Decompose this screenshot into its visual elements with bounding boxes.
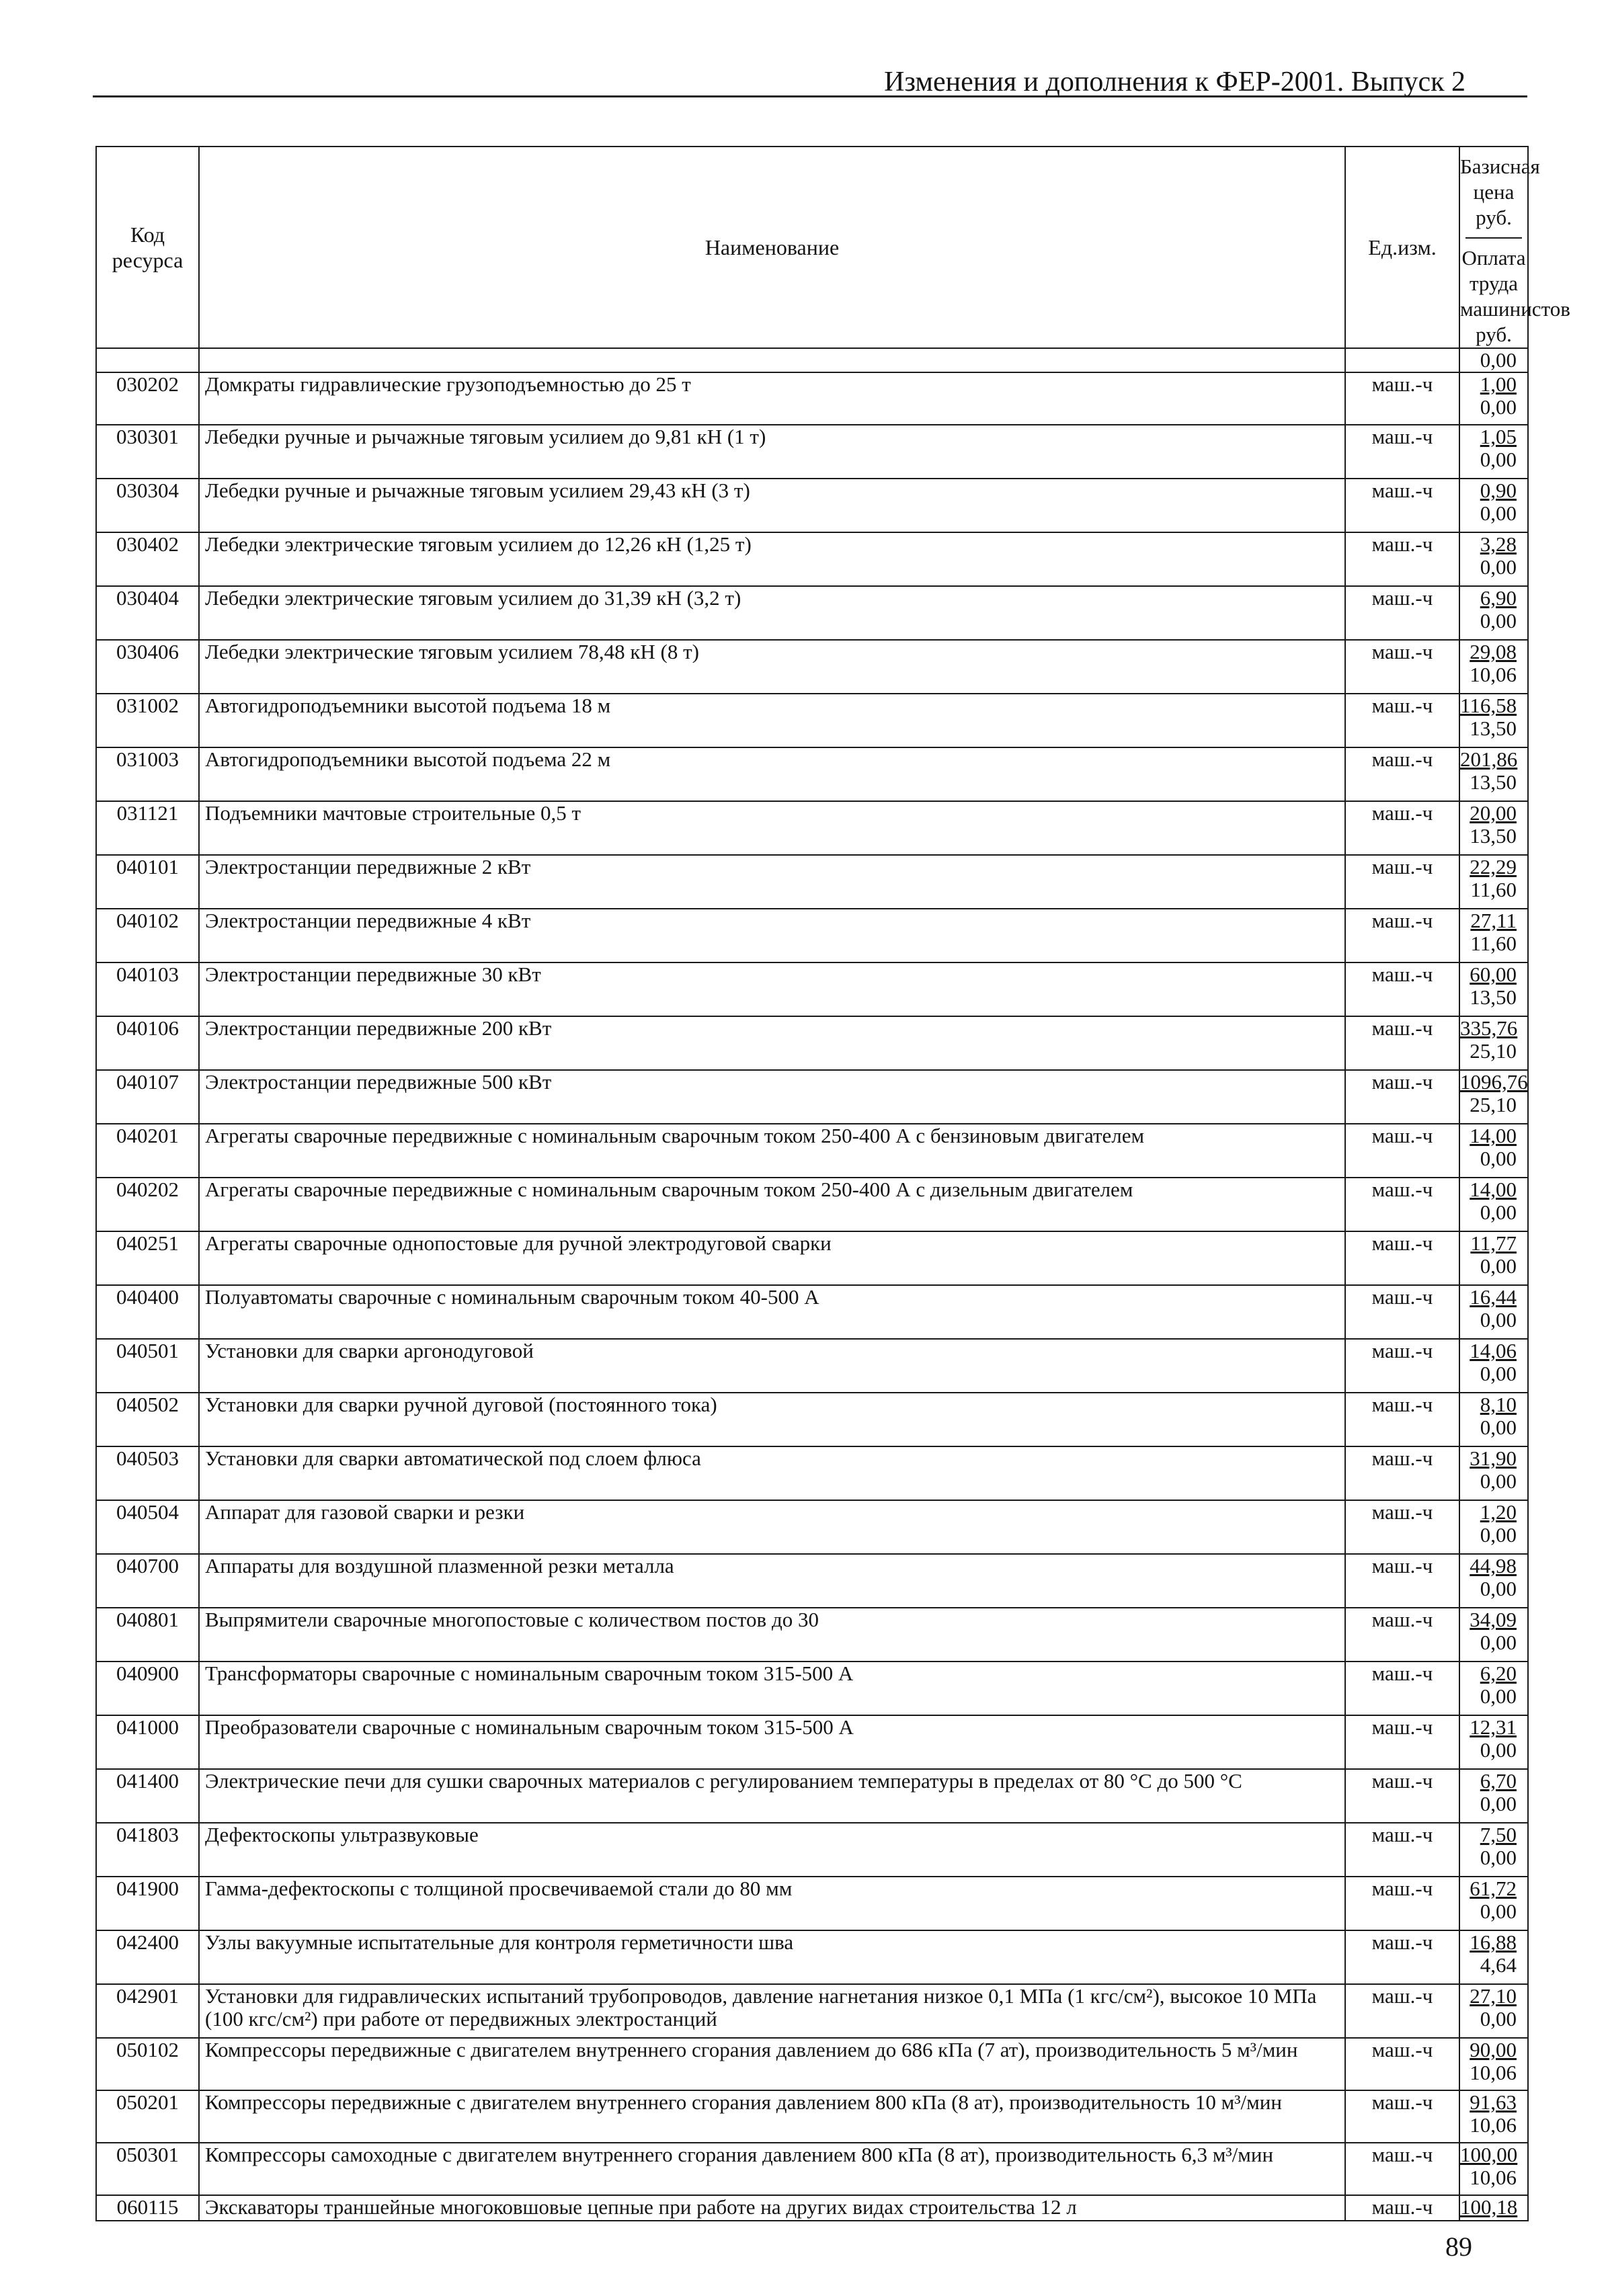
row-unit: маш.-ч bbox=[1345, 1554, 1459, 1608]
row-labor-cost: 0,00 bbox=[1480, 1469, 1517, 1493]
row-unit: маш.-ч bbox=[1345, 2090, 1459, 2143]
table-row bbox=[96, 1500, 1528, 1554]
row-name: Электростанции передвижные 30 кВт bbox=[199, 962, 1345, 1016]
row-code: 050102 bbox=[96, 2038, 199, 2090]
row-code: 041803 bbox=[96, 1823, 199, 1877]
row-labor-cost: 0,00 bbox=[1480, 395, 1517, 419]
row-labor-cost: 0,00 bbox=[1480, 1684, 1517, 1708]
row-labor-cost: 0,00 bbox=[1480, 1254, 1517, 1278]
row-price bbox=[1459, 1500, 1528, 1554]
row-unit: маш.-ч bbox=[1345, 962, 1459, 1016]
row-unit: маш.-ч bbox=[1345, 2038, 1459, 2090]
row-code: 040201 bbox=[96, 1124, 199, 1178]
row-unit: маш.-ч bbox=[1345, 1500, 1459, 1554]
row-name: Подъемники мачтовые строительные 0,5 т bbox=[199, 801, 1345, 855]
row-unit: маш.-ч bbox=[1345, 855, 1459, 909]
row-name: Аппараты для воздушной плазменной резки металла bbox=[199, 1554, 1345, 1608]
row-labor-cost: 0,00 bbox=[1480, 1577, 1517, 1600]
row-price bbox=[1459, 1231, 1528, 1285]
header-rule bbox=[93, 95, 1527, 97]
row-unit: маш.-ч bbox=[1345, 694, 1459, 747]
table-row bbox=[96, 2090, 1528, 2143]
row-price bbox=[1459, 479, 1528, 532]
row-unit: маш.-ч bbox=[1345, 1393, 1459, 1446]
row-code: 040700 bbox=[96, 1554, 199, 1608]
header-name: Наименование bbox=[199, 147, 1345, 348]
row-base-price: 8,10 bbox=[1480, 1393, 1517, 1416]
row-price bbox=[1459, 2195, 1528, 2221]
table-row bbox=[96, 1930, 1528, 1984]
resource-table bbox=[95, 146, 1570, 2221]
table-row bbox=[96, 1285, 1528, 1339]
row-price bbox=[1459, 694, 1528, 747]
row-price bbox=[1459, 1715, 1528, 1769]
table-header-row bbox=[96, 147, 1528, 348]
row-labor-cost: 10,06 bbox=[1470, 2166, 1517, 2189]
row-base-price: 44,98 bbox=[1470, 1554, 1517, 1577]
row-code: 042400 bbox=[96, 1930, 199, 1984]
row-base-price: 14,00 bbox=[1470, 1124, 1517, 1147]
row-base-price: 14,00 bbox=[1470, 1178, 1517, 1201]
row-name: Узлы вакуумные испытательные для контроля герметичности шва bbox=[199, 1930, 1345, 1984]
row-labor-cost: 11,60 bbox=[1470, 932, 1517, 955]
row-base-price: 34,09 bbox=[1470, 1608, 1517, 1631]
row-base-price: 6,90 bbox=[1480, 586, 1517, 610]
table-row bbox=[96, 2143, 1528, 2195]
row-labor-cost: 13,50 bbox=[1470, 824, 1517, 848]
row-price bbox=[1459, 1930, 1528, 1984]
table-row bbox=[96, 640, 1528, 694]
row-unit: маш.-ч bbox=[1345, 532, 1459, 586]
table-row bbox=[96, 1823, 1528, 1877]
row-base-price: 3,28 bbox=[1480, 532, 1517, 556]
header-price bbox=[1459, 147, 1570, 348]
row-labor-cost: 4,64 bbox=[1480, 1953, 1517, 1977]
row-labor-cost: 0,00 bbox=[1480, 1899, 1517, 1923]
table-spacer-row bbox=[96, 348, 1528, 372]
row-labor-cost: 13,50 bbox=[1470, 985, 1517, 1009]
row-name: Электростанции передвижные 4 кВт bbox=[199, 909, 1345, 962]
row-name: Компрессоры самоходные с двигателем внутреннего сгорания давлением 800 кПа (8 ат), производительность 6,3 м³/мин bbox=[199, 2143, 1345, 2195]
row-name: Агрегаты сварочные передвижные с номинальным сварочным током 250-400 А с дизельным двигателем bbox=[199, 1178, 1345, 1231]
row-labor-cost: 13,50 bbox=[1470, 716, 1517, 740]
row-unit: маш.-ч bbox=[1345, 640, 1459, 694]
row-labor-cost: 0,00 bbox=[1480, 2007, 1517, 2031]
table-row bbox=[96, 801, 1528, 855]
table-row bbox=[96, 586, 1528, 640]
row-base-price: 6,70 bbox=[1480, 1769, 1517, 1793]
row-base-price: 201,86 bbox=[1460, 747, 1518, 771]
row-base-price: 16,88 bbox=[1470, 1930, 1517, 1954]
row-price bbox=[1459, 909, 1528, 962]
row-price bbox=[1459, 1769, 1528, 1823]
row-name: Автогидроподъемники высотой подъема 18 м bbox=[199, 694, 1345, 747]
row-unit: маш.-ч bbox=[1345, 801, 1459, 855]
row-unit: маш.-ч bbox=[1345, 1446, 1459, 1500]
row-name: Лебедки электрические тяговым усилием до 12,26 кН (1,25 т) bbox=[199, 532, 1345, 586]
row-name: Домкраты гидравлические грузоподъемностью до 25 т bbox=[199, 372, 1345, 425]
table-row bbox=[96, 1070, 1528, 1124]
row-code: 040502 bbox=[96, 1393, 199, 1446]
row-unit: маш.-ч bbox=[1345, 425, 1459, 479]
table-row bbox=[96, 1984, 1528, 2038]
table-row bbox=[96, 1231, 1528, 1285]
row-code: 031121 bbox=[96, 801, 199, 855]
row-code: 040900 bbox=[96, 1662, 199, 1715]
row-price bbox=[1459, 372, 1528, 425]
table-row bbox=[96, 2195, 1528, 2221]
row-unit: маш.-ч bbox=[1345, 1823, 1459, 1877]
row-unit: маш.-ч bbox=[1345, 1231, 1459, 1285]
table-row bbox=[96, 1393, 1528, 1446]
row-unit: маш.-ч bbox=[1345, 1178, 1459, 1231]
row-name: Лебедки электрические тяговым усилием до 31,39 кН (3,2 т) bbox=[199, 586, 1345, 640]
table-row bbox=[96, 1662, 1528, 1715]
row-code: 031002 bbox=[96, 694, 199, 747]
row-labor-cost: 0,00 bbox=[1480, 1147, 1517, 1170]
row-unit: маш.-ч bbox=[1345, 1930, 1459, 1984]
table-row bbox=[96, 1608, 1528, 1662]
row-name: Дефектоскопы ультразвуковые bbox=[199, 1823, 1345, 1877]
row-code: 040501 bbox=[96, 1339, 199, 1393]
row-code: 041000 bbox=[96, 1715, 199, 1769]
row-base-price: 14,06 bbox=[1470, 1339, 1517, 1362]
table-row bbox=[96, 747, 1528, 801]
row-labor-cost: 10,06 bbox=[1470, 2061, 1517, 2084]
row-price bbox=[1459, 2143, 1528, 2195]
row-price bbox=[1459, 1070, 1528, 1124]
row-name: Полуавтоматы сварочные с номинальным сварочным током 40-500 А bbox=[199, 1285, 1345, 1339]
row-code: 030402 bbox=[96, 532, 199, 586]
header-code: Код ресурса bbox=[96, 147, 199, 348]
table-row bbox=[96, 1178, 1528, 1231]
row-code: 041900 bbox=[96, 1877, 199, 1930]
row-labor-cost: 13,50 bbox=[1470, 770, 1517, 794]
row-price bbox=[1459, 1285, 1528, 1339]
row-labor-cost: 0,00 bbox=[1480, 501, 1517, 525]
page-header-title: Изменения и дополнения к ФЕР-2001. Выпуск 2 bbox=[884, 67, 1465, 97]
row-unit: маш.-ч bbox=[1345, 1662, 1459, 1715]
row-name: Лебедки ручные и рычажные тяговым усилием 29,43 кН (3 т) bbox=[199, 479, 1345, 532]
row-name: Установки для сварки аргонодуговой bbox=[199, 1339, 1345, 1393]
row-labor-cost: 0,00 bbox=[1480, 1416, 1517, 1439]
row-labor-cost: 0,00 bbox=[1480, 1362, 1517, 1385]
row-name: Установки для сварки ручной дуговой (постоянного тока) bbox=[199, 1393, 1345, 1446]
row-labor-cost: 25,10 bbox=[1470, 1093, 1517, 1116]
row-name: Электростанции передвижные 500 кВт bbox=[199, 1070, 1345, 1124]
row-unit: маш.-ч bbox=[1345, 1877, 1459, 1930]
row-code: 040102 bbox=[96, 909, 199, 962]
row-code: 060115 bbox=[96, 2195, 199, 2221]
row-code: 042901 bbox=[96, 1984, 199, 2038]
row-name: Выпрямители сварочные многопостовые с количеством постов до 30 bbox=[199, 1608, 1345, 1662]
row-unit: маш.-ч bbox=[1345, 479, 1459, 532]
row-code: 040107 bbox=[96, 1070, 199, 1124]
row-unit: маш.-ч bbox=[1345, 1339, 1459, 1393]
page-number: 89 bbox=[1445, 2231, 1472, 2262]
row-base-price: 0,90 bbox=[1480, 479, 1517, 502]
row-price bbox=[1459, 1339, 1528, 1393]
row-price bbox=[1459, 2090, 1528, 2143]
row-price bbox=[1459, 1877, 1528, 1930]
row-price bbox=[1459, 1823, 1528, 1877]
table-row bbox=[96, 479, 1528, 532]
row-name: Гамма-дефектоскопы с толщиной просвечиваемой стали до 80 мм bbox=[199, 1877, 1345, 1930]
row-unit: маш.-ч bbox=[1345, 1124, 1459, 1178]
row-unit: маш.-ч bbox=[1345, 1285, 1459, 1339]
row-code: 040103 bbox=[96, 962, 199, 1016]
row-price bbox=[1459, 2038, 1528, 2090]
row-name: Агрегаты сварочные передвижные с номинальным сварочным током 250-400 А с бензиновым двигателем bbox=[199, 1124, 1345, 1178]
table-row bbox=[96, 532, 1528, 586]
row-unit: маш.-ч bbox=[1345, 1715, 1459, 1769]
row-price bbox=[1459, 532, 1528, 586]
row-unit: маш.-ч bbox=[1345, 2195, 1459, 2221]
row-labor-cost: 11,60 bbox=[1470, 878, 1517, 901]
row-price bbox=[1459, 1178, 1528, 1231]
row-base-price: 116,58 bbox=[1460, 694, 1517, 717]
row-base-price: 29,08 bbox=[1470, 640, 1517, 663]
top-labor-value: 0,00 bbox=[1459, 348, 1528, 372]
row-unit: маш.-ч bbox=[1345, 1769, 1459, 1823]
table-row bbox=[96, 1446, 1528, 1500]
row-base-price: 22,29 bbox=[1470, 855, 1517, 878]
row-price bbox=[1459, 747, 1528, 801]
row-code: 040106 bbox=[96, 1016, 199, 1070]
row-unit: маш.-ч bbox=[1345, 1016, 1459, 1070]
row-base-price: 1096,76 bbox=[1460, 1070, 1528, 1094]
row-name: Электростанции передвижные 2 кВт bbox=[199, 855, 1345, 909]
row-labor-cost: 25,10 bbox=[1470, 1039, 1517, 1063]
row-labor-cost: 0,00 bbox=[1480, 1523, 1517, 1547]
row-unit: маш.-ч bbox=[1345, 747, 1459, 801]
row-labor-cost: 0,00 bbox=[1480, 609, 1517, 632]
table-row bbox=[96, 962, 1528, 1016]
row-base-price: 20,00 bbox=[1470, 801, 1517, 825]
table-row bbox=[96, 909, 1528, 962]
row-base-price: 6,20 bbox=[1480, 1662, 1517, 1685]
row-base-price: 335,76 bbox=[1460, 1016, 1518, 1040]
row-base-price: 1,20 bbox=[1480, 1500, 1517, 1524]
row-base-price: 31,90 bbox=[1470, 1446, 1517, 1470]
row-labor-cost: 0,00 bbox=[1480, 1631, 1517, 1654]
row-price bbox=[1459, 586, 1528, 640]
row-code: 040503 bbox=[96, 1446, 199, 1500]
row-name: Агрегаты сварочные однопостовые для ручной электродуговой сварки bbox=[199, 1231, 1345, 1285]
row-code: 040202 bbox=[96, 1178, 199, 1231]
row-base-price: 7,50 bbox=[1480, 1823, 1517, 1846]
row-labor-cost: 0,00 bbox=[1480, 1308, 1517, 1331]
row-labor-cost: 0,00 bbox=[1480, 1846, 1517, 1869]
row-unit: маш.-ч bbox=[1345, 2143, 1459, 2195]
row-base-price: 1,00 bbox=[1480, 372, 1517, 396]
row-price bbox=[1459, 1984, 1528, 2038]
row-code: 041400 bbox=[96, 1769, 199, 1823]
row-unit: маш.-ч bbox=[1345, 372, 1459, 425]
table-row bbox=[96, 1715, 1528, 1769]
row-code: 040251 bbox=[96, 1231, 199, 1285]
row-labor-cost: 10,06 bbox=[1470, 2113, 1517, 2137]
row-name: Лебедки ручные и рычажные тяговым усилием до 9,81 кН (1 т) bbox=[199, 425, 1345, 479]
table-row bbox=[96, 1769, 1528, 1823]
row-price bbox=[1459, 962, 1528, 1016]
row-price bbox=[1459, 425, 1528, 479]
row-base-price: 12,31 bbox=[1470, 1715, 1517, 1739]
row-unit: маш.-ч bbox=[1345, 1070, 1459, 1124]
header-unit: Ед.изм. bbox=[1345, 147, 1459, 348]
row-price bbox=[1459, 801, 1528, 855]
row-name: Компрессоры передвижные с двигателем внутреннего сгорания давлением 800 кПа (8 ат), производительность 10 м³/мин bbox=[199, 2090, 1345, 2143]
row-code: 040400 bbox=[96, 1285, 199, 1339]
row-code: 050201 bbox=[96, 2090, 199, 2143]
row-price bbox=[1459, 1016, 1528, 1070]
row-base-price: 11,77 bbox=[1470, 1231, 1517, 1255]
header-price-labor: Оплата труда машинистов руб. bbox=[1460, 246, 1570, 346]
row-price bbox=[1459, 1554, 1528, 1608]
row-unit: маш.-ч bbox=[1345, 1984, 1459, 2038]
row-labor-cost: 0,00 bbox=[1480, 1792, 1517, 1815]
row-name: Лебедки электрические тяговым усилием 78,48 кН (8 т) bbox=[199, 640, 1345, 694]
row-base-price: 100,00 bbox=[1460, 2143, 1518, 2166]
table-row bbox=[96, 1339, 1528, 1393]
table-row bbox=[96, 1124, 1528, 1178]
row-unit: маш.-ч bbox=[1345, 909, 1459, 962]
table-row bbox=[96, 2038, 1528, 2090]
row-name: Компрессоры передвижные с двигателем внутреннего сгорания давлением до 686 кПа (7 ат), производительность 5 м³/мин bbox=[199, 2038, 1345, 2090]
row-price bbox=[1459, 1124, 1528, 1178]
row-base-price: 27,10 bbox=[1470, 1984, 1517, 2008]
table-row bbox=[96, 1877, 1528, 1930]
row-code: 030404 bbox=[96, 586, 199, 640]
row-code: 030406 bbox=[96, 640, 199, 694]
table-body bbox=[96, 372, 1528, 2221]
row-price bbox=[1459, 1393, 1528, 1446]
row-base-price: 16,44 bbox=[1470, 1285, 1517, 1309]
row-name: Трансформаторы сварочные с номинальным сварочным током 315-500 А bbox=[199, 1662, 1345, 1715]
row-code: 040504 bbox=[96, 1500, 199, 1554]
row-base-price: 27,11 bbox=[1470, 909, 1517, 932]
row-price bbox=[1459, 640, 1528, 694]
row-code: 050301 bbox=[96, 2143, 199, 2195]
row-price bbox=[1459, 1662, 1528, 1715]
row-code: 040801 bbox=[96, 1608, 199, 1662]
row-price bbox=[1459, 1446, 1528, 1500]
row-code: 030301 bbox=[96, 425, 199, 479]
row-name: Электростанции передвижные 200 кВт bbox=[199, 1016, 1345, 1070]
row-base-price: 61,72 bbox=[1470, 1877, 1517, 1900]
row-base-price: 90,00 bbox=[1470, 2038, 1517, 2061]
table-row bbox=[96, 855, 1528, 909]
row-unit: маш.-ч bbox=[1345, 1608, 1459, 1662]
header-price-base: Базисная цена руб. bbox=[1460, 155, 1540, 229]
row-price bbox=[1459, 1608, 1528, 1662]
row-labor-cost: 0,00 bbox=[1480, 1200, 1517, 1224]
row-name: Аппарат для газовой сварки и резки bbox=[199, 1500, 1345, 1554]
table-row bbox=[96, 1554, 1528, 1608]
row-name: Автогидроподъемники высотой подъема 22 м bbox=[199, 747, 1345, 801]
row-base-price: 60,00 bbox=[1470, 962, 1517, 986]
row-labor-cost: 10,06 bbox=[1470, 663, 1517, 686]
row-base-price: 100,18 bbox=[1460, 2195, 1518, 2219]
table-row bbox=[96, 694, 1528, 747]
row-base-price: 1,05 bbox=[1480, 425, 1517, 448]
row-code: 030304 bbox=[96, 479, 199, 532]
table-row bbox=[96, 425, 1528, 479]
table-row bbox=[96, 372, 1528, 425]
row-code: 031003 bbox=[96, 747, 199, 801]
row-name: Установки для гидравлических испытаний трубопроводов, давление нагнетания низкое 0,1 МПа (1 кгс/см²), высокое 10 МПа (100 кгс/см²) при работе от передвижных электростанций bbox=[199, 1984, 1345, 2038]
row-name: Преобразователи сварочные с номинальным сварочным током 315-500 А bbox=[199, 1715, 1345, 1769]
row-code: 030202 bbox=[96, 372, 199, 425]
row-name: Экскаваторы траншейные многоковшовые цепные при работе на других видах строительства 12 л bbox=[199, 2195, 1345, 2221]
row-labor-cost: 0,00 bbox=[1480, 448, 1517, 471]
table-row bbox=[96, 1016, 1528, 1070]
row-name: Установки для сварки автоматической под слоем флюса bbox=[199, 1446, 1345, 1500]
row-unit: маш.-ч bbox=[1345, 586, 1459, 640]
row-price bbox=[1459, 855, 1528, 909]
row-labor-cost: 0,00 bbox=[1480, 555, 1517, 579]
row-labor-cost: 0,00 bbox=[1480, 1738, 1517, 1762]
row-code: 040101 bbox=[96, 855, 199, 909]
row-base-price: 91,63 bbox=[1470, 2090, 1517, 2114]
row-name: Электрические печи для сушки сварочных материалов с регулированием температуры в пределах от 80 °С до 500 °С bbox=[199, 1769, 1345, 1823]
header-price-divider bbox=[1465, 237, 1522, 239]
